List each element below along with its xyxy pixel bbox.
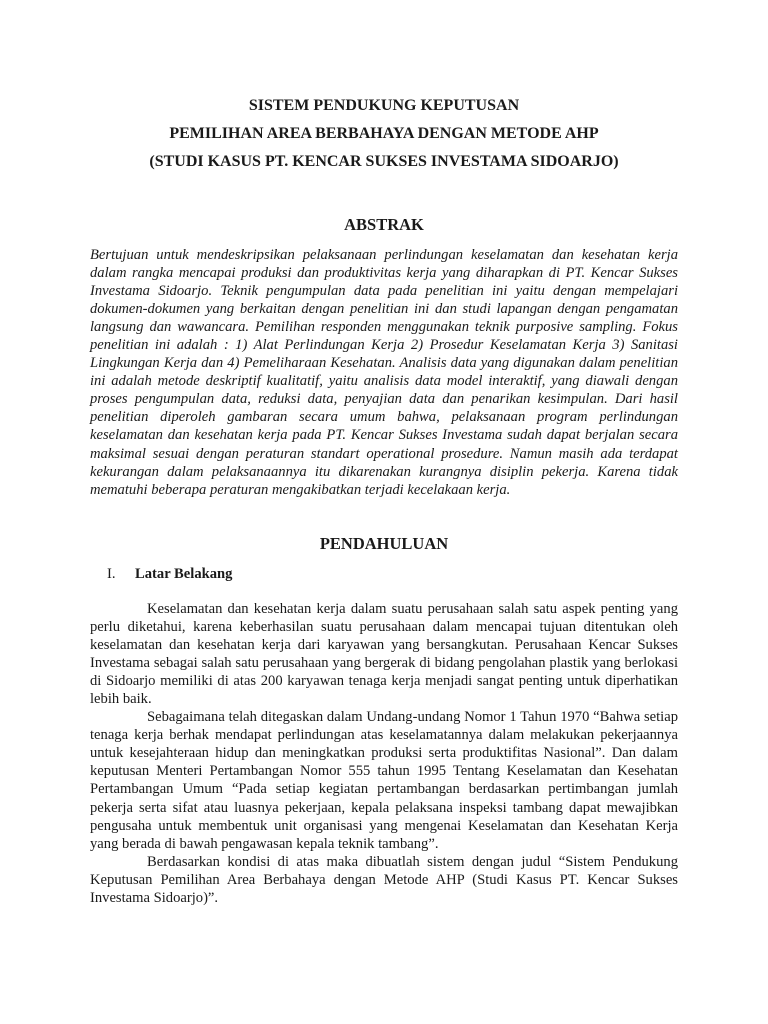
abstract-heading: ABSTRAK (344, 215, 424, 234)
abstract-text: Bertujuan untuk mendeskripsikan pelaksanaan perlindungan keselamatan dan kesehatan kerja dalam rangka mencapai produksi dan produktivitas kerja yang diharapkan di PT. Kencar Sukses Investama Sidoarjo. Teknik pengumpulan data pada penelitian ini yaitu dengan mempelajari dokumen-dokumen yang berkaitan dengan penelitian ini dan studi lapangan dengan pengamatan langsung dan wawancara. Pemilihan responden menggunakan teknik purposive sampling. Fokus penelitian ini adalah : 1) Alat Perlindungan Kerja 2) Prosedur Keselamatan Kerja 3) Sanitasi Lingkungan Kerja dan 4) Pemeliharaan Kesehatan. Analisis data yang digunakan dalam penelitian ini adalah metode deskriptif kualitatif, yaitu analisis data model interaktif, yang diawali dengan proses pengumpulan data, reduksi data, penyajian data dan penarikan kesimpulan. Dari hasil penelitian diperoleh gambaran secara umum bahwa, pelaksanaan program perlindungan keselamatan dan kesehatan kerja pada PT. Kencar Sukses Investama sudah dapat berjalan secara maksimal sesuai dengan peraturan standart operational prosedure. Namun masih ada terdapat kekurangan dalam pelaksanaannya itu dikarenakan kurangnya disiplin pekerja. Karena tidak mematuhi beberapa peraturan mengakibatkan terjadi kecelakaan kerja. (90, 247, 678, 498)
paper-title (90, 92, 678, 176)
subsection-number: I. (107, 566, 116, 582)
title-line-3: (STUDI KASUS PT. KENCAR SUKSES INVESTAMA SIDOARJO) (149, 153, 619, 170)
paragraph: Sebagaimana telah ditegaskan dalam Undang-undang Nomor 1 Tahun 1970 “Bahwa setiap tenaga kerja berhak mendapat perlindungan atas keselamatannya dalam melakukan pekerjaannya untuk kesejahteraan hidup dan meningkatkan produksi serta produktifitas Nasional”. Dan dalam keputusan Menteri Pertambangan Nomor 555 tahun 1995 Tentang Keselamatan dan Kesehatan Pertambangan Umum “Pada setiap kegiatan pertambangan berdasarkan pertimbangan jumlah pekerja serta sifat atau luasnya pekerjaan, kepala pelaksana inspeksi tambang dapat mewajibkan pengusaha untuk membentuk unit organisasi yang mengenai Keselamatan dan Kesehatan Kerja yang berada di bawah pengawasan kepala teknik tambang”. (90, 709, 678, 852)
paragraph: Keselamatan dan kesehatan kerja dalam suatu perusahaan salah satu aspek penting yang perlu diketahui, karena keberhasilan suatu perusahaan dalam mencapai tujuan ditentukan oleh keselamatan dan kesehatan kerja dari karyawan yang bersangkutan. Perusahaan Kencar Sukses Investama sebagai salah satu perusahaan yang bergerak di bidang pengolahan plastik yang berlokasi di Sidoarjo memiliki di atas 200 karyawan tenaga kerja menjadi sangat penting untuk diperhatikan lebih baik. (90, 601, 678, 708)
title-line-1: SISTEM PENDUKUNG KEPUTUSAN (248, 97, 520, 114)
title-line-2: PEMILIHAN AREA BERBAHAYA DENGAN METODE AHP (169, 125, 599, 142)
subsection-title: Latar Belakang (135, 566, 233, 582)
introduction-heading: PENDAHULUAN (319, 534, 449, 553)
introduction-body (90, 600, 678, 907)
subsection-heading (107, 566, 232, 583)
paragraph: Berdasarkan kondisi di atas maka dibuatlah sistem dengan judul “Sistem Pendukung Keputusan Pemilihan Area Berbahaya dengan Metode AHP (Studi Kasus PT. Kencar Sukses Investama Sidoarjo)”. (90, 853, 678, 906)
